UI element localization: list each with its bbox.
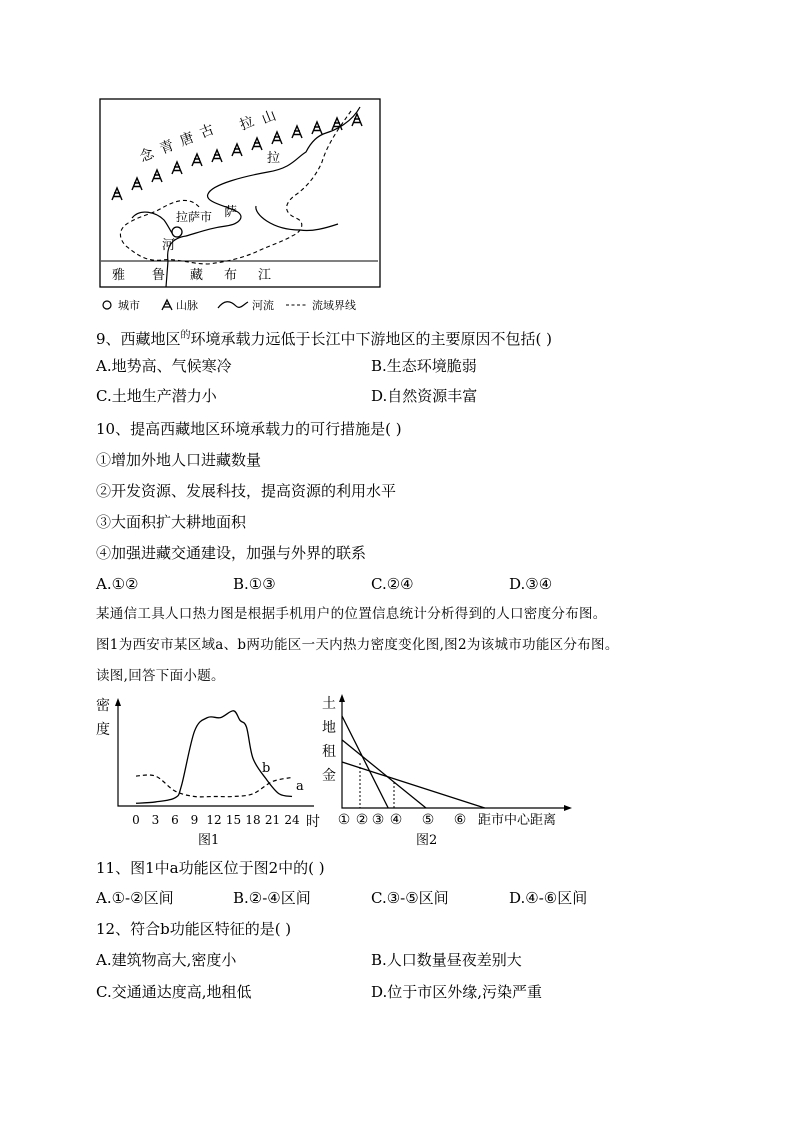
fig2-rent-line	[342, 716, 388, 808]
q10-item-2: ②开发资源、发展科技，提高资源的利用水平	[96, 482, 397, 500]
fig1-series-b-line	[136, 711, 292, 804]
river-legend-icon	[218, 302, 248, 308]
lhasa-river	[166, 107, 360, 287]
fig1-ylabel-char-2: 度	[96, 722, 110, 738]
mountain-legend-icon	[162, 300, 172, 310]
mountain-symbol	[212, 150, 222, 162]
q10-option-a[interactable]: A.①②	[96, 575, 139, 593]
mountain-symbol	[172, 162, 182, 174]
question-12-stem: 12、符合b功能区特征的是( )	[96, 920, 292, 938]
mountain-symbol	[152, 170, 162, 182]
fig1-series-a-label: a	[296, 779, 304, 794]
mountain-symbol	[192, 154, 202, 166]
fig1-x-tick-label: 12	[206, 813, 222, 827]
fig2-rent-line	[342, 762, 485, 808]
fig1-x-tick-label: 0	[132, 813, 140, 827]
fig1-title: 图1	[198, 833, 220, 848]
fig2-ylabel-char-3: 租	[322, 744, 336, 760]
fig2-xlabel: 距市中心距离	[478, 813, 557, 828]
yarlung-char-1: 雅	[112, 268, 126, 283]
mountain-name-char: 念	[137, 145, 157, 166]
fig1-x-tick-label: 9	[190, 813, 199, 827]
fig2-x-tick-label: ②	[355, 812, 369, 828]
legend-boundary-label: 流域界线	[312, 299, 356, 312]
fig2-x-tick-label: ①	[337, 812, 351, 828]
legend-mountain-label: 山脉	[176, 299, 198, 312]
mountain-symbol	[232, 144, 242, 156]
fig2-rent-lines	[342, 716, 485, 808]
basin-boundary	[120, 111, 351, 264]
intro-line-1: 某通信工具人口热力图是根据手机用户的位置信息统计分析得到的人口密度分布图。	[96, 606, 607, 622]
yarlung-char-4: 布	[224, 268, 238, 283]
fig2-rent-line	[342, 740, 426, 808]
fig1-series-b-label: b	[262, 761, 271, 776]
q10-item-3: ③大面积扩大耕地面积	[96, 513, 247, 531]
fig1-x-tick-label: 6	[171, 813, 179, 827]
fig2-y-arrow	[339, 694, 345, 702]
q10-item-1: ①增加外地人口进藏数量	[96, 451, 262, 469]
mountain-name-char: 山	[259, 107, 279, 128]
mountain-symbol	[272, 132, 282, 144]
fig2-x-ticks	[338, 812, 467, 828]
question-11-stem: 11、图1中a功能区位于图2中的( )	[96, 859, 325, 877]
city-legend-icon	[103, 301, 111, 309]
mountain-name-char: 唐	[177, 129, 197, 150]
fig1-x-tick-label: 21	[264, 813, 281, 827]
q11-option-d[interactable]: D.④-⑥区间	[509, 889, 588, 907]
q9-option-b[interactable]: B.生态环境脆弱	[371, 357, 477, 375]
mountain-name-char: 拉	[237, 113, 257, 134]
fig2-ylabel-char-1: 土	[322, 696, 336, 712]
q12-option-d[interactable]: D.位于市区外缘,污染严重	[371, 983, 543, 1001]
question-10-stem: 10、提高西藏地区环境承载力的可行措施是( )	[96, 420, 402, 438]
mountain-symbol	[312, 122, 322, 134]
q9-option-c[interactable]: C.土地生产潜力小	[96, 387, 217, 405]
q10-item-4: ④加强进藏交通建设，加强与外界的联系	[96, 544, 367, 562]
mountain-symbol	[112, 188, 122, 200]
yarlung-char-3: 藏	[190, 268, 204, 283]
river-label-sa: 萨	[224, 205, 238, 220]
fig2-x-tick-label: ⑥	[453, 812, 467, 828]
river-label-he: 河	[162, 238, 176, 253]
fig1-xlabel: 时	[306, 814, 320, 830]
fig2-x-tick-label: ⑤	[421, 812, 435, 828]
yarlung-char-2: 鲁	[152, 268, 166, 283]
lhasa-city-marker	[172, 227, 182, 237]
fig1-x-tick-label: 24	[284, 813, 300, 827]
q12-option-a[interactable]: A.建筑物高大,密度小	[96, 951, 237, 969]
fig1-series-a-line	[136, 775, 292, 797]
fig1-x-tick-label: 18	[245, 813, 261, 827]
intro-line-3: 读图,回答下面小题。	[96, 668, 225, 684]
q11-option-a[interactable]: A.①-②区间	[96, 889, 174, 907]
fig2-x-tick-label: ③	[371, 812, 385, 828]
figure-2-rent-chart	[318, 690, 578, 850]
q11-option-b[interactable]: B.②-④区间	[233, 889, 311, 907]
fig2-x-arrow	[564, 805, 572, 811]
mountain-name-char: 青	[157, 137, 177, 158]
mountain-symbol	[132, 178, 142, 190]
tributary-river	[132, 212, 176, 236]
figure-1-density-chart	[94, 690, 334, 850]
mountain-symbol	[292, 126, 302, 138]
river-label-la: 拉	[267, 151, 281, 166]
fig1-x-tick-label: 15	[225, 813, 242, 827]
q12-option-b[interactable]: B.人口数量昼夜差别大	[371, 951, 522, 969]
q12-option-c[interactable]: C.交通通达度高,地租低	[96, 983, 252, 1001]
q10-option-c[interactable]: C.②④	[371, 575, 414, 593]
intro-line-2: 图1为西安市某区域a、b两功能区一天内热力密度变化图,图2为该城市功能区分布图。	[96, 637, 619, 653]
fig1-x-tick-label: 3	[151, 813, 160, 827]
q11-option-c[interactable]: C.③-⑤区间	[371, 889, 449, 907]
fig1-ylabel-char-1: 密	[96, 698, 110, 714]
fig2-title: 图2	[416, 833, 438, 848]
fig2-axes	[342, 698, 568, 808]
fig1-y-arrow	[115, 698, 121, 706]
q9-option-a[interactable]: A.地势高、气候寒冷	[96, 357, 232, 375]
mountain-symbol	[252, 138, 262, 150]
map-legend	[103, 298, 356, 312]
fig2-x-tick-label: ④	[389, 812, 403, 828]
fig2-ylabel-char-4: 金	[322, 768, 336, 784]
lhasa-river-basin-map	[96, 96, 386, 314]
fig2-ylabel-char-2: 地	[322, 720, 336, 736]
fig1-x-ticks	[132, 813, 300, 827]
yarlung-char-5: 江	[258, 268, 272, 283]
q10-option-b[interactable]: B.①③	[233, 575, 276, 593]
question-9-stem: 9、西藏地区$^的$环境承载力远低于长江中下游地区的主要原因不包括( )	[96, 330, 553, 348]
legend-river-label: 河流	[252, 299, 274, 312]
city-label: 拉萨市	[176, 210, 213, 224]
mountain-name-char: 古	[197, 121, 217, 142]
q10-option-d[interactable]: D.③④	[509, 575, 553, 593]
q9-option-d[interactable]: D.自然资源丰富	[371, 387, 478, 405]
legend-city-label: 城市	[118, 299, 140, 312]
